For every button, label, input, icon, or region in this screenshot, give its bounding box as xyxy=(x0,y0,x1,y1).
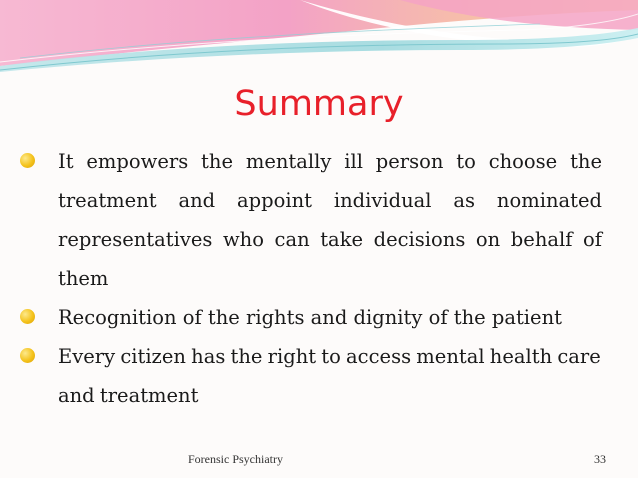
slide-title: Summary xyxy=(234,84,404,124)
bullet-item xyxy=(20,142,602,298)
bullet-list xyxy=(20,142,602,415)
footer-label: Forensic Psychiatry xyxy=(188,452,283,466)
bullet-dot-icon xyxy=(20,309,35,324)
bullet-item xyxy=(20,298,602,337)
bullet-dot-icon xyxy=(20,153,35,168)
bullet-dot-icon xyxy=(20,348,35,363)
page-number: 33 xyxy=(594,452,606,466)
decorative-banner xyxy=(0,0,638,80)
bullet-text: It empowers the mentally ill person to choose the treatment and appoint individual as nominated representatives who can take decisions on behalf of them xyxy=(58,150,602,290)
bullet-text: Recognition of the rights and dignity of the patient xyxy=(58,306,562,329)
bullet-item xyxy=(20,337,602,415)
bullet-text: Every citizen has the right to access mental health care and treatment xyxy=(58,345,601,407)
